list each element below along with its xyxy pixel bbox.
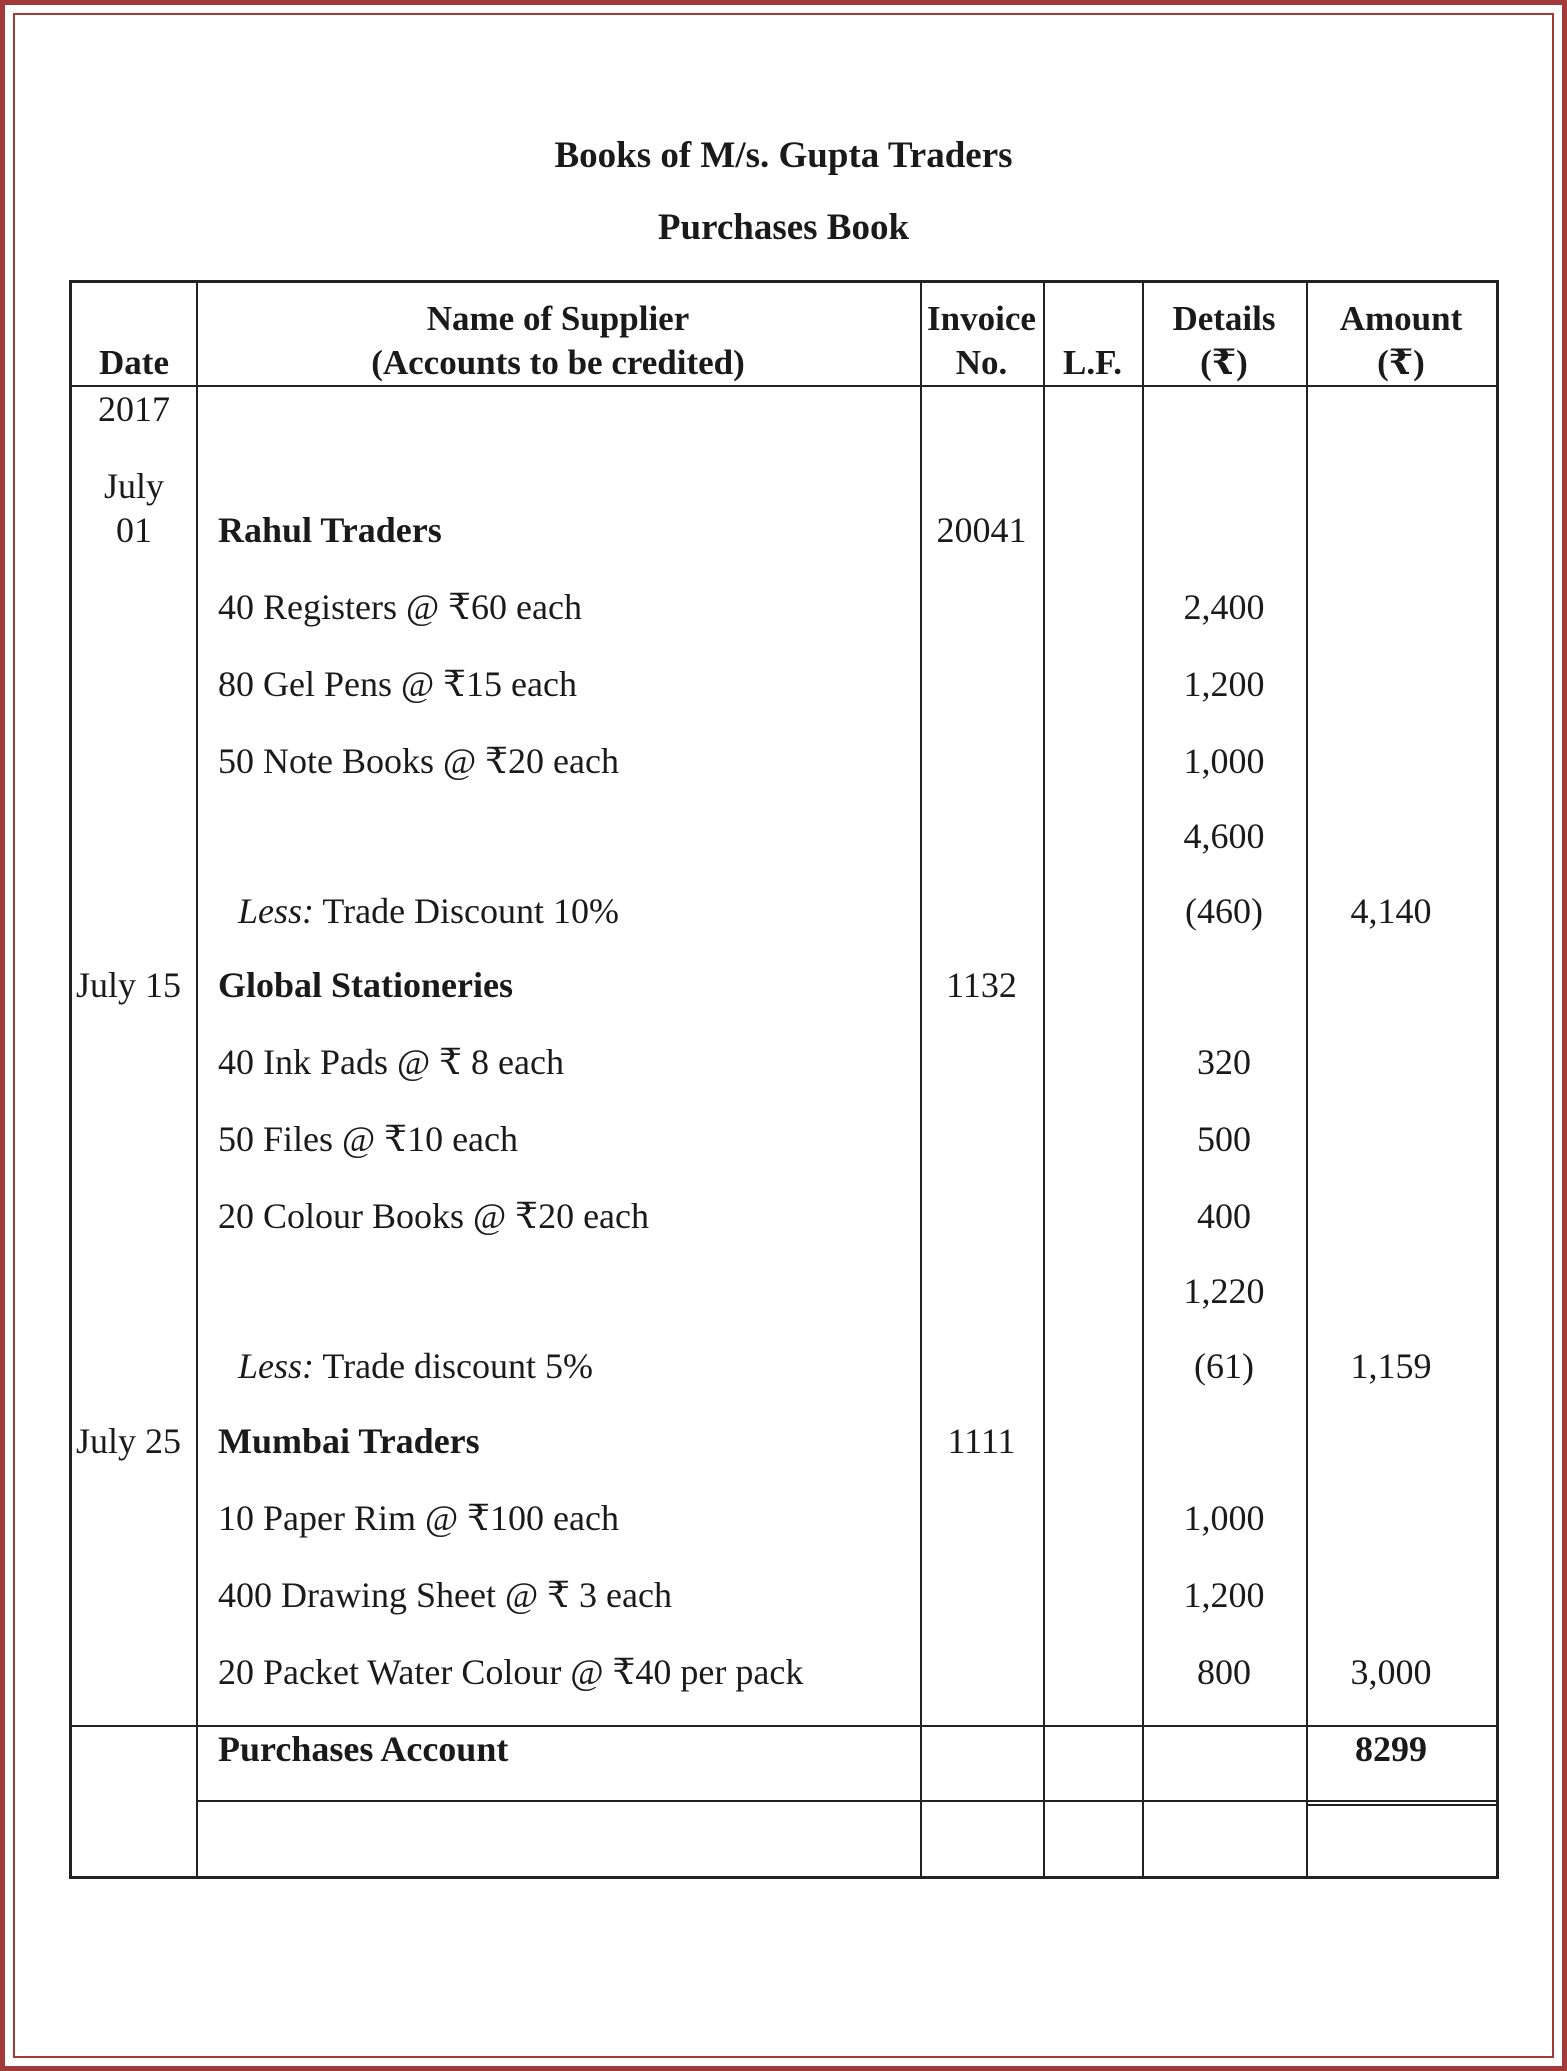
item-detail: 2,400: [1183, 587, 1265, 627]
col-sep-date: [196, 283, 198, 1876]
subtotal-detail: 1,220: [1183, 1271, 1265, 1311]
invoice-number: 1132: [946, 965, 1017, 1005]
total-label: Purchases Account: [218, 1729, 509, 1769]
invoice-number: 20041: [936, 510, 1027, 550]
header-invoice-line1: Invoice: [927, 299, 1036, 338]
less-discount-label: [238, 1344, 593, 1388]
supplier-name: Global Stationeries: [218, 965, 513, 1005]
item-detail: 1,200: [1183, 1575, 1265, 1615]
date-july-25: July 25: [76, 1421, 182, 1461]
item-detail: 1,000: [1183, 1498, 1265, 1538]
item-description: 50 Note Books @ ₹20 each: [218, 741, 619, 781]
discount-value: (61): [1194, 1346, 1254, 1386]
less-word: Less:: [238, 891, 315, 931]
header-name-line2: (Accounts to be credited): [371, 343, 745, 382]
entry-amount: 4,140: [1350, 891, 1432, 931]
item-detail: 400: [1197, 1196, 1251, 1236]
header-details-line2: (₹): [1200, 343, 1248, 382]
supplier-name: Mumbai Traders: [218, 1421, 480, 1461]
discount-value: (460): [1185, 891, 1263, 931]
item-description: 400 Drawing Sheet @ ₹ 3 each: [218, 1575, 672, 1615]
total-double-underline: [1306, 1804, 1496, 1806]
book-title: Books of M/s. Gupta Traders: [554, 135, 1013, 176]
date-month: July: [103, 466, 164, 506]
header-divider: [72, 385, 1496, 387]
header-amount-line2: (₹): [1377, 343, 1425, 382]
less-word: Less:: [238, 1346, 315, 1386]
header-details-line1: Details: [1172, 299, 1276, 338]
item-detail: 500: [1197, 1119, 1251, 1159]
subtotal-detail: 4,600: [1183, 816, 1265, 856]
header-date: Date: [99, 343, 169, 382]
date-day-01: 01: [116, 510, 152, 550]
col-sep-invoice: [1043, 283, 1045, 1876]
col-sep-details: [1306, 283, 1308, 1876]
date-year: 2017: [98, 389, 170, 429]
item-detail: 1,200: [1183, 664, 1265, 704]
item-description: 50 Files @ ₹10 each: [218, 1119, 519, 1159]
date-july-15: July 15: [76, 965, 182, 1005]
item-description: 20 Packet Water Colour @ ₹40 per pack: [218, 1652, 804, 1692]
item-detail: 800: [1197, 1652, 1251, 1692]
item-description: 40 Registers @ ₹60 each: [218, 587, 582, 627]
purchases-ledger-table: [69, 280, 1499, 1879]
book-subtitle: Purchases Book: [657, 207, 910, 248]
entry-amount: 1,159: [1350, 1346, 1432, 1386]
item-description: 40 Ink Pads @ ₹ 8 each: [218, 1042, 564, 1082]
less-discount-label: [238, 889, 619, 933]
discount-text: Trade Discount 10%: [322, 891, 620, 931]
invoice-number: 1111: [947, 1421, 1016, 1461]
entry-amount: 3,000: [1350, 1652, 1432, 1692]
item-description: 20 Colour Books @ ₹20 each: [218, 1196, 650, 1236]
supplier-name: Rahul Traders: [218, 510, 442, 550]
item-description: 80 Gel Pens @ ₹15 each: [218, 664, 577, 704]
item-detail: 1,000: [1183, 741, 1265, 781]
item-description: 10 Paper Rim @ ₹100 each: [218, 1498, 619, 1538]
header-lf: L.F.: [1062, 343, 1122, 382]
header-invoice-line2: No.: [955, 343, 1008, 382]
header-amount-line1: Amount: [1339, 299, 1463, 338]
total-amount: 8299: [1355, 1729, 1427, 1769]
discount-text: Trade discount 5%: [322, 1346, 594, 1386]
item-detail: 320: [1197, 1042, 1251, 1082]
header-name-line1: Name of Supplier: [426, 299, 690, 338]
total-bottom-divider: [196, 1800, 1496, 1802]
